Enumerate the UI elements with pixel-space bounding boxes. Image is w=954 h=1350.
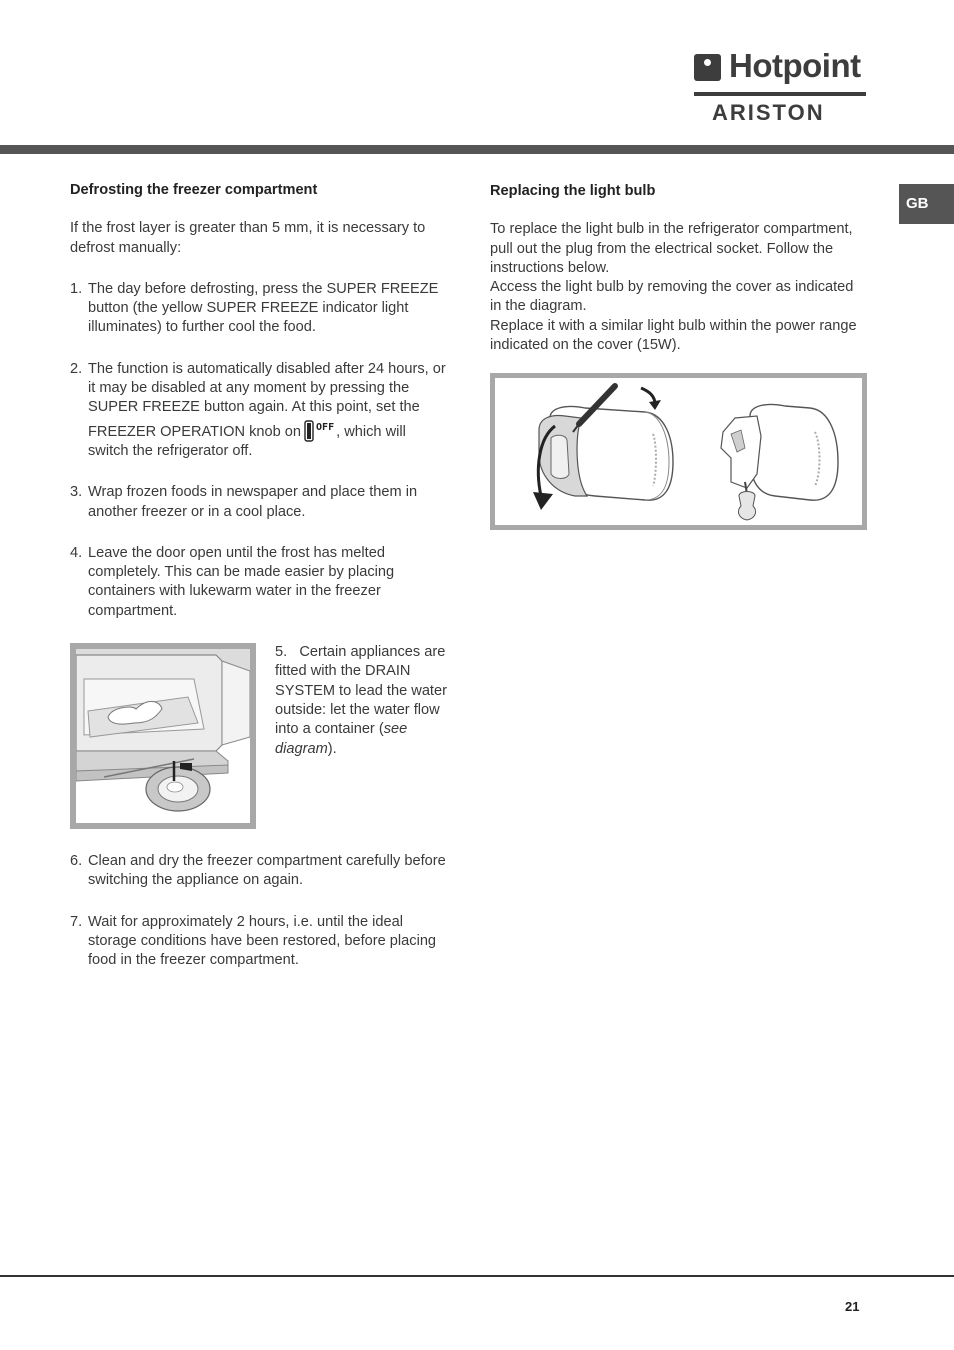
light-bulb-section (490, 182, 860, 530)
step-number: 2. (70, 360, 83, 377)
light-bulb-paragraph: Access the light bulb by removing the cover as indicated in the diagram. (490, 279, 854, 315)
step-item (70, 852, 450, 891)
light-bulb-paragraph: To replace the light bulb in the refrigerator compartment, pull out the plug from the electrical socket. Follow the instructions below. (490, 221, 853, 276)
knob-off-icon (304, 420, 314, 442)
defrost-heading: Defrosting the freezer compartment (70, 182, 318, 198)
defrost-section (70, 181, 450, 993)
step-text: The day before defrosting, press the SUPER FREEZE button (the yellow SUPER FREEZE indicator light illuminates) to further cool the food. (88, 280, 439, 336)
brand-name: Hotpoint (729, 47, 861, 84)
knob-off-label: OFF (316, 421, 335, 433)
step-number: 3. (70, 484, 83, 501)
footer-rule (0, 1275, 954, 1277)
see-diagram-ref: see diagram (275, 721, 408, 757)
drain-system-diagram (70, 643, 256, 829)
step-number: 5. (275, 644, 288, 661)
step-item (70, 360, 450, 461)
header-band (0, 145, 954, 154)
light-bulb-diagram (490, 373, 867, 530)
light-bulb-drawing (495, 378, 862, 525)
step-number: 7. (70, 913, 83, 930)
step-text-part: The function is automatically disabled after 24 hours, or it may be disabled at any moment by pressing the SUPER FREEZE button again. At this point, set the FREEZER OPERATION knob on (88, 360, 446, 440)
step-number: 4. (70, 544, 83, 561)
step-text: Clean and dry the freezer compartment carefully before switching the appliance on again. (88, 853, 446, 889)
step-item (70, 483, 450, 522)
language-tab: GB (899, 184, 954, 224)
brand-mark-icon (694, 54, 721, 81)
step-item-with-figure (70, 643, 450, 829)
step-text: Leave the door open until the frost has melted completely. This can be made easier by placing containers with lukewarm water in the freezer compartment. (88, 544, 395, 619)
defrost-intro: If the frost layer is greater than 5 mm, it is necessary to defrost manually: (70, 220, 426, 256)
step-text-part: , which will switch the refrigerator off. (88, 423, 406, 459)
step-item (70, 280, 450, 338)
step-text: Wait for approximately 2 hours, i.e. until the ideal storage conditions have been restored, before placing food in the freezer compartment. (88, 913, 437, 969)
logo-divider (694, 92, 866, 96)
step-number: 6. (70, 853, 83, 870)
brand-subname: ARISTON (712, 100, 825, 125)
drain-diagram-drawing (76, 649, 250, 823)
light-bulb-paragraph: Replace it with a similar light bulb within the power range indicated on the cover (15W). (490, 317, 857, 354)
step-text-part: ). (327, 740, 337, 757)
step-text: Wrap frozen foods in newspaper and place them in another freezer or in a cool place. (88, 484, 418, 520)
step-item (70, 544, 450, 621)
step-item (70, 913, 450, 971)
step-text-part: Certain appliances are fitted with the DRAIN SYSTEM to lead the water outside: let the water flow into a container ( (275, 644, 447, 738)
page-number: 21 (845, 1299, 860, 1314)
step-text (88, 360, 450, 461)
light-bulb-heading: Replacing the light bulb (490, 183, 656, 199)
step-text (275, 643, 450, 829)
step-number: 1. (70, 280, 83, 297)
hotpoint-ariston-logo (694, 47, 868, 125)
